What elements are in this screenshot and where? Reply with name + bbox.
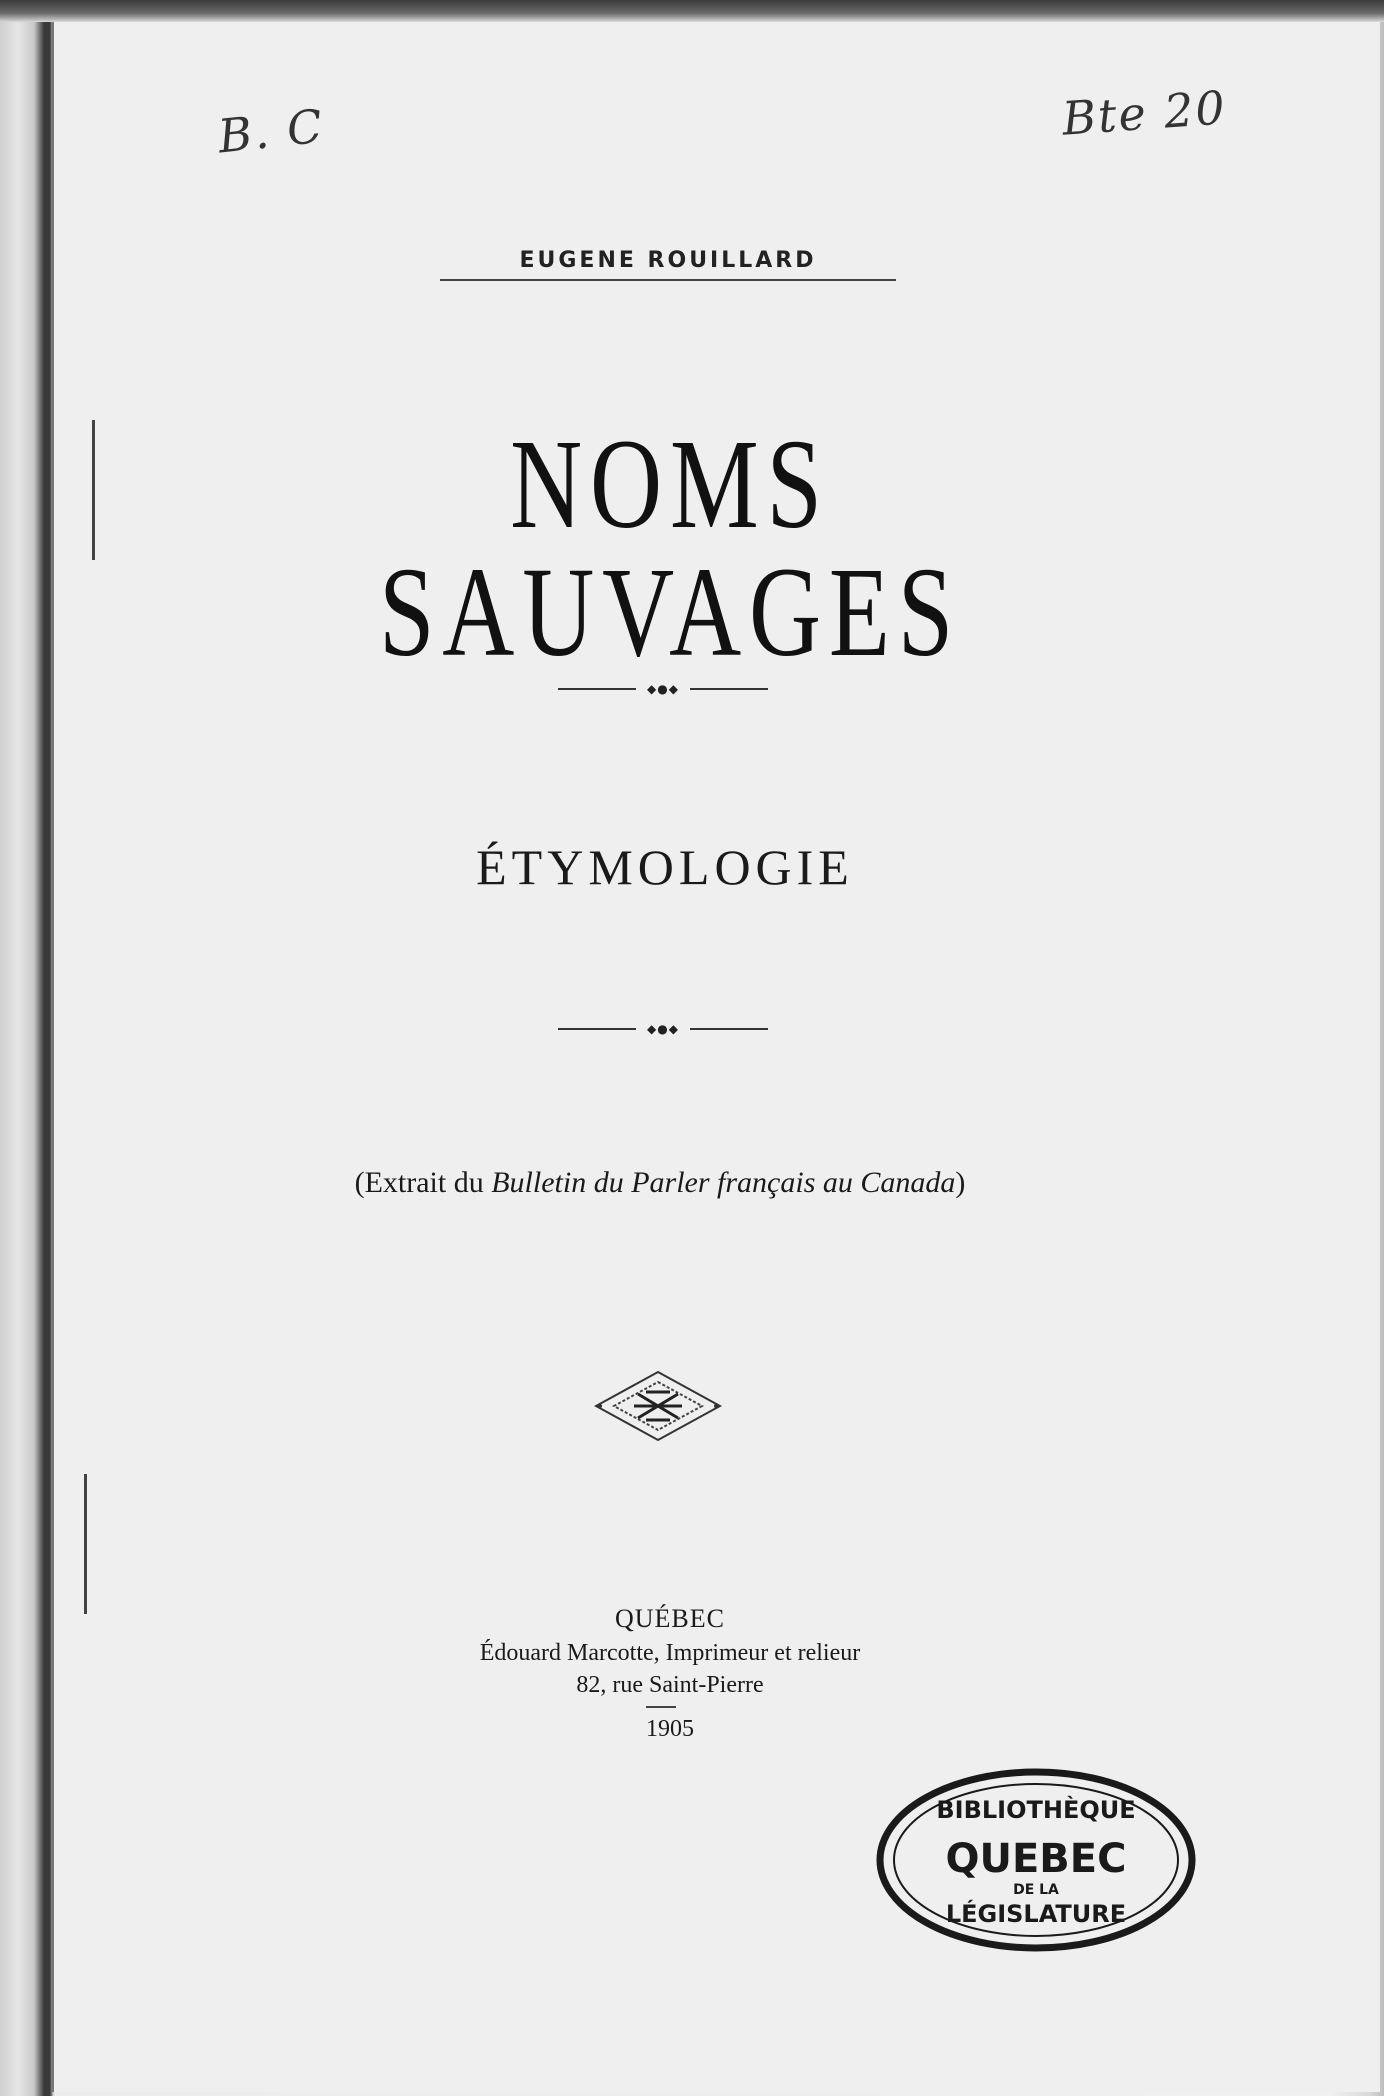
ornamental-rule-lower: ◆●◆: [558, 1022, 768, 1036]
imprint-year: 1905: [646, 1716, 694, 1742]
author-name: EUGENE ROUILLARD: [440, 248, 896, 281]
extract-suffix: ): [955, 1166, 966, 1199]
extract-publication: Bulletin du Parler français au Canada: [491, 1166, 956, 1199]
imprint-city: QUÉBEC: [615, 1604, 725, 1633]
imprint-divider: [646, 1706, 676, 1708]
book-title: NOMS SAUVAGES: [378, 413, 962, 683]
stamp-bottom-text: LÉGISLATURE: [945, 1900, 1127, 1928]
margin-mark-lower: [84, 1474, 87, 1614]
stamp-top-text: BIBLIOTHÈQUE: [936, 1796, 1136, 1824]
imprint-printer: Édouard Marcotte, Imprimeur et relieur: [479, 1640, 861, 1666]
page-top-edge: [0, 0, 1384, 22]
extract-note: [300, 1166, 1020, 1200]
handwritten-note-right: Bte 20: [1060, 80, 1229, 146]
book-subtitle: ÉTYMOLOGIE: [476, 839, 854, 895]
margin-mark-upper: [92, 420, 95, 560]
stamp-middle-text: QUEBEC: [945, 1836, 1127, 1882]
fleuron-ornament-icon: [594, 1370, 722, 1442]
handwritten-note-left: B. C: [215, 98, 327, 164]
stamp-small-text: DE LA: [1013, 1882, 1059, 1898]
library-stamp-icon: [874, 1766, 1198, 1954]
ornamental-rule-upper: ◆●◆: [558, 682, 768, 696]
imprint-address: 82, rue Saint-Pierre: [576, 1672, 764, 1698]
extract-prefix: (Extrait du: [354, 1166, 492, 1199]
